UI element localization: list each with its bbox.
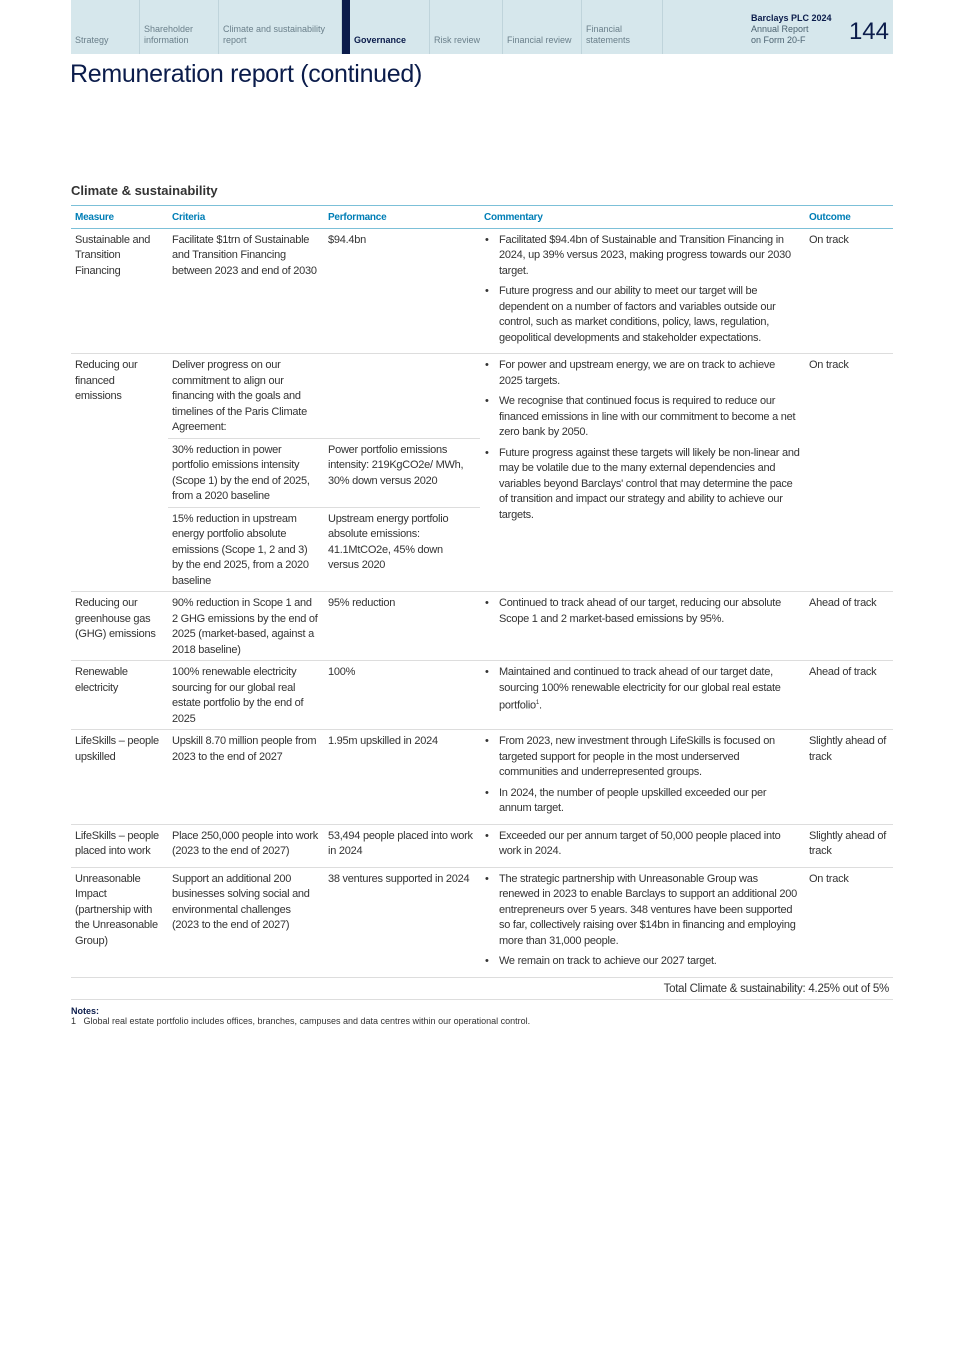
- header-outcome: Outcome: [805, 206, 893, 229]
- commentary-list: [484, 872, 801, 970]
- measure-cell: Sustainable and Transition Financing: [71, 228, 168, 354]
- commentary-item: • Future progress and our ability to meet our target will be dependent on a number of factors and variables outside our control, such as market conditions, policy, laws, regulation, geopolitical developments and stakeholder expectations.: [484, 284, 801, 346]
- tab-financial-statements[interactable]: Financial statements: [582, 0, 663, 54]
- measure-cell: Unreasonable Impact (partnership with the Unreasonable Group): [71, 867, 168, 977]
- tab-strategy[interactable]: Strategy: [71, 0, 140, 54]
- measure-cell: Reducing our greenhouse gas (GHG) emissions: [71, 592, 168, 661]
- tab-climate-report[interactable]: Climate and sustainability report: [219, 0, 342, 54]
- total-text: Total Climate & sustainability: 4.25% out of 5%: [71, 977, 893, 1000]
- criteria-cell: Support an additional 200 businesses solving social and environmental challenges (2023 to the end of 2027): [168, 867, 324, 977]
- commentary-list: [484, 734, 801, 817]
- table-row: [71, 824, 893, 867]
- brand-line2: on Form 20-F: [751, 35, 806, 45]
- measure-cell: Reducing our financed emissions: [71, 354, 168, 592]
- tab-financial-review[interactable]: Financial review: [503, 0, 582, 54]
- commentary-item: • Maintained and continued to track ahead of our target date, sourcing 100% renewable electricity for our global real estate portfolio$^1$.: [484, 665, 801, 714]
- criteria-cell: Facilitate $1trn of Sustainable and Transition Financing between 2023 and end of 2030: [168, 228, 324, 354]
- commentary-cell: [480, 867, 805, 977]
- criteria-cell: Upskill 8.70 million people from 2023 to the end of 2027: [168, 730, 324, 825]
- outcome-cell: On track: [805, 867, 893, 977]
- section-nav: [71, 0, 893, 54]
- commentary-cell: [480, 228, 805, 354]
- commentary-cell: [480, 592, 805, 661]
- footnote-ref: 1: [535, 700, 539, 706]
- commentary-item: • Facilitated $94.4bn of Sustainable and Transition Financing in 2024, up 39% versus 2023, making progress towards our 2030 target.: [484, 233, 801, 280]
- criteria-cell: 100% renewable electricity sourcing for our global real estate portfolio by the end of 2025: [168, 661, 324, 730]
- commentary-list: [484, 233, 801, 347]
- criteria-cell: 30% reduction in power portfolio emissions intensity (Scope 1) by the end of 2025, from a 2020 baseline: [168, 438, 324, 507]
- commentary-list: [484, 596, 801, 627]
- commentary-item: • We remain on track to achieve our 2027 target.: [484, 954, 801, 970]
- outcome-cell: Slightly ahead of track: [805, 730, 893, 825]
- performance-cell: Power portfolio emissions intensity: 219KgCO2e/ MWh, 30% down versus 2020: [324, 438, 480, 507]
- tab-risk-review[interactable]: Risk review: [430, 0, 503, 54]
- table-row: [71, 730, 893, 825]
- performance-cell: Upstream energy portfolio absolute emissions: 41.1MtCO2e, 45% down versus 2020: [324, 507, 480, 592]
- outcome-cell: Slightly ahead of track: [805, 824, 893, 867]
- commentary-cell: [480, 824, 805, 867]
- table-row: [71, 354, 893, 439]
- commentary-item: • In 2024, the number of people upskilled exceeded our per annum target.: [484, 786, 801, 817]
- performance-cell: 1.95m upskilled in 2024: [324, 730, 480, 825]
- criteria-cell: 90% reduction in Scope 1 and 2 GHG emissions by the end of 2025 (market-based, against a 2018 baseline): [168, 592, 324, 661]
- criteria-cell: Place 250,000 people into work (2023 to the end of 2027): [168, 824, 324, 867]
- commentary-item: • We recognise that continued focus is required to reduce our financed emissions in line with our commitment to become a net zero bank by 2050.: [484, 394, 801, 441]
- commentary-item: • Continued to track ahead of our target, reducing our absolute Scope 1 and 2 market-based emissions by 95%.: [484, 596, 801, 627]
- table-row: [71, 228, 893, 354]
- brand-line1: Annual Report: [751, 24, 809, 34]
- table-row: [71, 592, 893, 661]
- header-criteria: Criteria: [168, 206, 324, 229]
- commentary-item: • For power and upstream energy, we are on track to achieve 2025 targets.: [484, 358, 801, 389]
- commentary-item: • From 2023, new investment through LifeSkills is focused on targeted support for people in the most underserved communities and underrepresented groups.: [484, 734, 801, 781]
- performance-cell: 38 ventures supported in 2024: [324, 867, 480, 977]
- outcome-cell: Ahead of track: [805, 592, 893, 661]
- performance-cell: 53,494 people placed into work in 2024: [324, 824, 480, 867]
- tab-governance[interactable]: Governance: [342, 0, 430, 54]
- criteria-cell: 15% reduction in upstream energy portfolio absolute emissions (Scope 1, 2 and 3) by the end 2025, from a 2020 baseline: [168, 507, 324, 592]
- header-measure: Measure: [71, 206, 168, 229]
- note-number: 1: [71, 1016, 77, 1026]
- section-title: Climate & sustainability: [71, 183, 218, 198]
- note-text: Global real estate portfolio includes offices, branches, campuses and data centres within our operational control.: [83, 1016, 531, 1026]
- brand-title: Barclays PLC 2024: [751, 13, 832, 23]
- commentary-cell: [480, 730, 805, 825]
- commentary-item: • Future progress against these targets will likely be non-linear and may be volatile due to the many external dependencies and variables beyond Barclays' control that may determine the pace of transition and impact our strategy and ability to achieve our targets.: [484, 446, 801, 524]
- page-title: Remuneration report (continued): [70, 60, 423, 88]
- total-row: [71, 977, 893, 1000]
- commentary-cell: [480, 354, 805, 592]
- table-row: [71, 661, 893, 730]
- commentary-cell: [480, 661, 805, 730]
- performance-cell: $94.4bn: [324, 228, 480, 354]
- performance-cell: 100%: [324, 661, 480, 730]
- header-performance: Performance: [324, 206, 480, 229]
- measure-cell: Renewable electricity: [71, 661, 168, 730]
- criteria-cell: Deliver progress on our commitment to align our financing with the goals and timelines of the Paris Climate Agreement:: [168, 354, 480, 439]
- notes-title: Notes:: [71, 1006, 100, 1016]
- measure-cell: LifeSkills – people placed into work: [71, 824, 168, 867]
- commentary-list: [484, 358, 801, 523]
- table-row: [71, 867, 893, 977]
- commentary-list: [484, 829, 801, 860]
- outcome-cell: Ahead of track: [805, 661, 893, 730]
- commentary-list: [484, 665, 801, 714]
- page-number: 144: [848, 18, 889, 45]
- report-info: [663, 0, 893, 54]
- measure-cell: LifeSkills – people upskilled: [71, 730, 168, 825]
- commentary-item: • Exceeded our per annum target of 50,000 people placed into work in 2024.: [484, 829, 801, 860]
- commentary-item: • The strategic partnership with Unreasonable Group was renewed in 2023 to enable Barclays to support an additional 200 entrepreneurs over 5 years. 348 ventures have been supported so far, collectively raising over $14bn in financing and employing more than 31,000 people.: [484, 872, 801, 950]
- header-commentary: Commentary: [480, 206, 805, 229]
- outcome-cell: On track: [805, 228, 893, 354]
- outcome-cell: On track: [805, 354, 893, 592]
- performance-cell: 95% reduction: [324, 592, 480, 661]
- climate-table: [71, 205, 893, 1000]
- notes: [71, 1006, 530, 1026]
- tab-shareholder-information[interactable]: Shareholder information: [140, 0, 219, 54]
